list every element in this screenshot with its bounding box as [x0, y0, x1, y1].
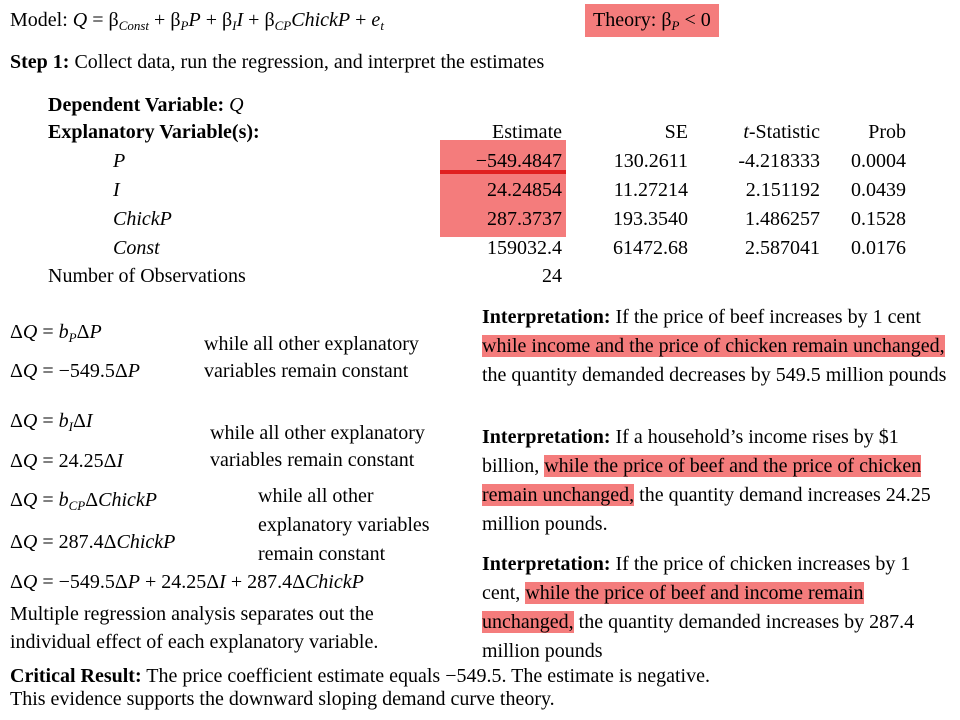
row-se: 130.2611 [613, 150, 688, 172]
row-prob: 0.0004 [851, 150, 906, 172]
row-se: 61472.68 [613, 237, 688, 259]
ceteris-paribus-note: while all other explanatory variables remain constant [258, 485, 430, 565]
ceteris-paribus-note: while all other explanatory variables remain constant [204, 333, 419, 382]
observations-label: Number of Observations [48, 265, 246, 287]
row-estimate: 159032.4 [487, 237, 562, 259]
row-t-statistic: 2.151192 [745, 179, 820, 201]
row-se: 193.3540 [613, 208, 688, 230]
row-variable: I [113, 179, 120, 201]
highlighted-clause: while income and the price of chicken remain unchanged, [482, 335, 945, 357]
multiple-regression-note: Multiple regression analysis separates out the individual effect of each explanatory variable. [10, 603, 379, 653]
equation-numeric-ChickP: ΔQ = 287.4ΔChickP [10, 531, 176, 553]
critical-result: Critical Result: The price coefficient estimate equals −549.5. The estimate is negative. This evidence supports the downward sloping demand curve theory. [10, 665, 710, 710]
equation-general-P: $\Delta Q = b_P\Delta P$ [10, 321, 102, 345]
header-prob: Prob [868, 121, 906, 143]
table-row [0, 178, 960, 202]
highlighted-clause: while the price of beef and the price of chicken remain unchanged, [482, 455, 922, 506]
row-prob: 0.0439 [851, 179, 906, 201]
observations-row [0, 264, 960, 288]
ceteris-paribus-note: while all other explanatory variables remain constant [210, 422, 425, 471]
header-se: SE [664, 121, 688, 143]
highlighted-clause: while the price of beef and income remain unchanged, [482, 582, 864, 633]
row-variable: P [113, 150, 126, 172]
dependent-variable: Dependent Variable: Q [48, 94, 244, 116]
row-variable: ChickP [113, 208, 172, 230]
header-t-statistic: t-Statistic [743, 121, 820, 143]
row-estimate: 287.3737 [487, 208, 562, 230]
table-row [0, 149, 960, 173]
step-1-heading: Step 1: Collect data, run the regression, and interpret the estimates [10, 51, 545, 73]
table-row [0, 207, 960, 231]
interpretation-price-beef: Interpretation: If the price of beef increases by 1 cent while income and the price of chicken remain unchanged, the quantity demanded decreases by 549.5 million pounds [482, 306, 947, 386]
equation-numeric-I: ΔQ = 24.25ΔI [10, 450, 124, 472]
table-header-row [0, 120, 960, 144]
row-prob: 0.0176 [851, 237, 906, 259]
row-variable: Const [113, 237, 160, 259]
row-se: 11.27214 [613, 179, 688, 201]
interpretation-income: Interpretation: If a household’s income rises by $1 billion, while the price of beef and the price of chicken remain unchanged, the quantity demand increases 24.25 million pounds. [482, 426, 931, 535]
row-estimate: 24.24854 [487, 179, 562, 201]
equation-combined: ΔQ = −549.5ΔP + 24.25ΔI + 287.4ΔChickP [10, 571, 364, 593]
theory-box: Theory: $\beta_P < 0$ [585, 4, 719, 37]
equation-numeric-P: ΔQ = −549.5ΔP [10, 360, 140, 382]
row-t-statistic: -4.218333 [738, 150, 820, 172]
model-equation: Model: $Q = \beta_{Const} + \beta_PP + \beta_II$ + $\beta_{CP}ChickP + e_t$ [10, 9, 384, 33]
row-estimate: −549.4847 [475, 150, 562, 172]
equation-general-I: $\Delta Q = b_I\Delta I$ [10, 410, 93, 434]
row-t-statistic: 1.486257 [745, 208, 820, 230]
observations-value: 24 [542, 265, 562, 287]
header-estimate: Estimate [492, 121, 562, 143]
interpretation-price-chicken: Interpretation: If the price of chicken increases by 1 cent, while the price of beef and income remain unchanged, the quantity demanded increases by 287.4 million pounds [482, 553, 915, 662]
row-prob: 0.1528 [851, 208, 906, 230]
row-t-statistic: 2.587041 [745, 237, 820, 259]
table-row [0, 236, 960, 260]
explanatory-label: Explanatory Variable(s): [48, 121, 260, 143]
equation-general-ChickP: $\Delta Q = b_{CP}\Delta ChickP$ [10, 489, 157, 513]
